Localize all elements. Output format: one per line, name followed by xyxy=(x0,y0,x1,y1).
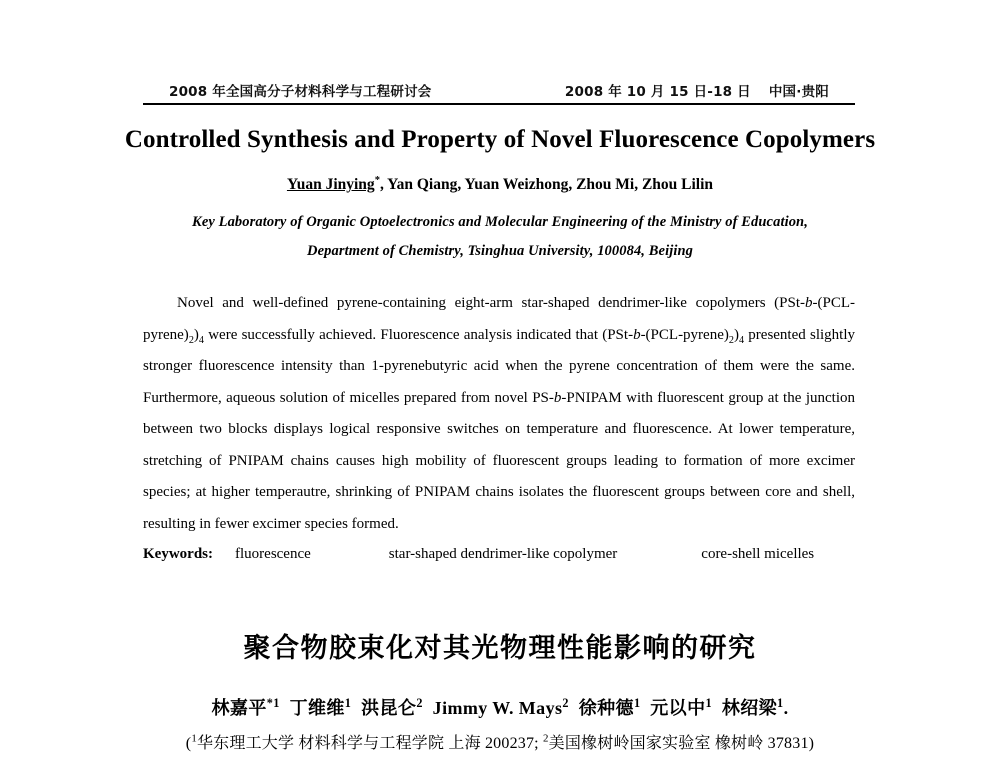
keyword-item-2: star-shaped dendrimer-like copolymer xyxy=(388,546,618,562)
cn-author-6-name: 元以中 xyxy=(650,698,706,718)
cn-author-7-name: 林绍梁 xyxy=(721,698,778,718)
running-header-row xyxy=(143,80,855,103)
abstract-paragraph xyxy=(143,288,855,540)
cn-affil-text-1: 华东理工大学 材料科学与工程学院 上海 200237; xyxy=(196,735,544,752)
subscript-4-b: 4 xyxy=(738,334,745,346)
subscript-2-b: 2 xyxy=(728,334,734,346)
italic-b-1: b xyxy=(805,295,813,311)
abstract-seg-4: were successfully achieved. Fluorescence analysis indicated that (PSt- xyxy=(204,326,634,343)
cn-author-4-marker: 2 xyxy=(562,696,569,710)
running-header xyxy=(143,80,855,105)
cn-author-7-marker: 1 xyxy=(777,696,784,710)
cn-author-3-name: 洪昆仑 xyxy=(361,698,417,718)
header-divider-rule xyxy=(143,103,855,105)
header-location: 中国·贵阳 xyxy=(768,84,829,100)
abstract-seg-7: presented slightly stronger fluorescence intensity than 1-pyrenebutyric acid when the pyrene concentration of them were the same. Furthermore, aqueous solution of micelles prepared from novel PS- xyxy=(143,326,855,406)
header-date: 2008 年 10 月 15 日-18 日 xyxy=(564,84,751,100)
coauthor-names: , Yan Qiang, Yuan Weizhong, Zhou Mi, Zhou Lilin xyxy=(379,176,714,193)
keywords-line xyxy=(143,546,855,563)
keyword-item-3: core-shell micelles xyxy=(701,546,815,562)
cn-authors-trailing-mark: . xyxy=(783,698,789,718)
keywords-label: Keywords: xyxy=(143,546,213,562)
abstract-seg-5: -(PCL-pyrene) xyxy=(640,326,729,343)
subscript-2-a: 2 xyxy=(188,334,194,346)
affiliation-line-2: Department of Chemistry, Tsinghua University, 100084, Beijing xyxy=(307,243,693,259)
abstract-block xyxy=(143,288,855,540)
italic-b-2: b xyxy=(633,326,641,343)
cn-author-1-marker: *1 xyxy=(266,696,280,710)
cn-author-5-marker: 1 xyxy=(633,696,641,710)
keyword-item-1: fluorescence xyxy=(235,546,311,562)
cn-author-2-name: 丁维维 xyxy=(289,698,345,718)
paper-title-english: Controlled Synthesis and Property of Novel Fluorescence Copolymers xyxy=(124,126,876,153)
abstract-seg-2: -(PCL-pyrene) xyxy=(143,295,855,343)
cn-affil-text-2: 美国橡树岭国家实验室 橡树岭 37831) xyxy=(548,735,815,752)
cn-author-6-marker: 1 xyxy=(705,696,713,710)
cn-author-3-marker: 2 xyxy=(416,696,423,710)
header-conference-name: 2008 年全国高分子材料科学与工程研讨会 xyxy=(169,84,432,100)
author-list-chinese xyxy=(0,694,1000,720)
subscript-4-a: 4 xyxy=(198,334,204,346)
lead-author-name: Yuan Jinying xyxy=(286,176,375,193)
affiliation-chinese xyxy=(0,730,1000,753)
cn-author-5-name: 徐种德 xyxy=(578,698,634,718)
abstract-seg-1: Novel and well-defined pyrene-containing eight-arm star-shaped dendrimer-like copolymers (PSt- xyxy=(177,295,805,311)
abstract-seg-6: ) xyxy=(733,326,739,343)
abstract-seg-3: ) xyxy=(193,326,199,343)
cn-author-1-name: 林嘉平 xyxy=(211,698,267,718)
author-list-english xyxy=(0,176,1000,194)
cn-author-2-marker: 1 xyxy=(344,696,352,710)
cn-affil-marker-2: 2 xyxy=(543,732,549,745)
italic-b-3: b xyxy=(553,389,562,406)
affiliation-line-1: Key Laboratory of Organic Optoelectronics and Molecular Engineering of the Ministry of Education, xyxy=(192,214,808,230)
cn-author-4-name: Jimmy W. Mays xyxy=(432,698,563,718)
header-right-group xyxy=(565,80,829,100)
paper-title-chinese: 聚合物胶束化对其光物理性能影响的研究 xyxy=(243,633,757,664)
cn-affil-open-paren: ( xyxy=(185,735,192,752)
abstract-seg-8: -PNIPAM with fluorescent group at the junction between two blocks displays logical responsive switches on temperature and fluorescence. At lower temperature, stretching of PNIPAM chains causes high mobility of fluorescent groups leading to formation of more excimer species; at higher temperautre, shrinking of PNIPAM chains isolates the fluorescent groups between core and shell, resulting in fewer excimer species formed. xyxy=(143,389,855,532)
corresponding-author-marker: * xyxy=(374,174,380,186)
cn-affil-marker-1: 1 xyxy=(191,732,197,745)
